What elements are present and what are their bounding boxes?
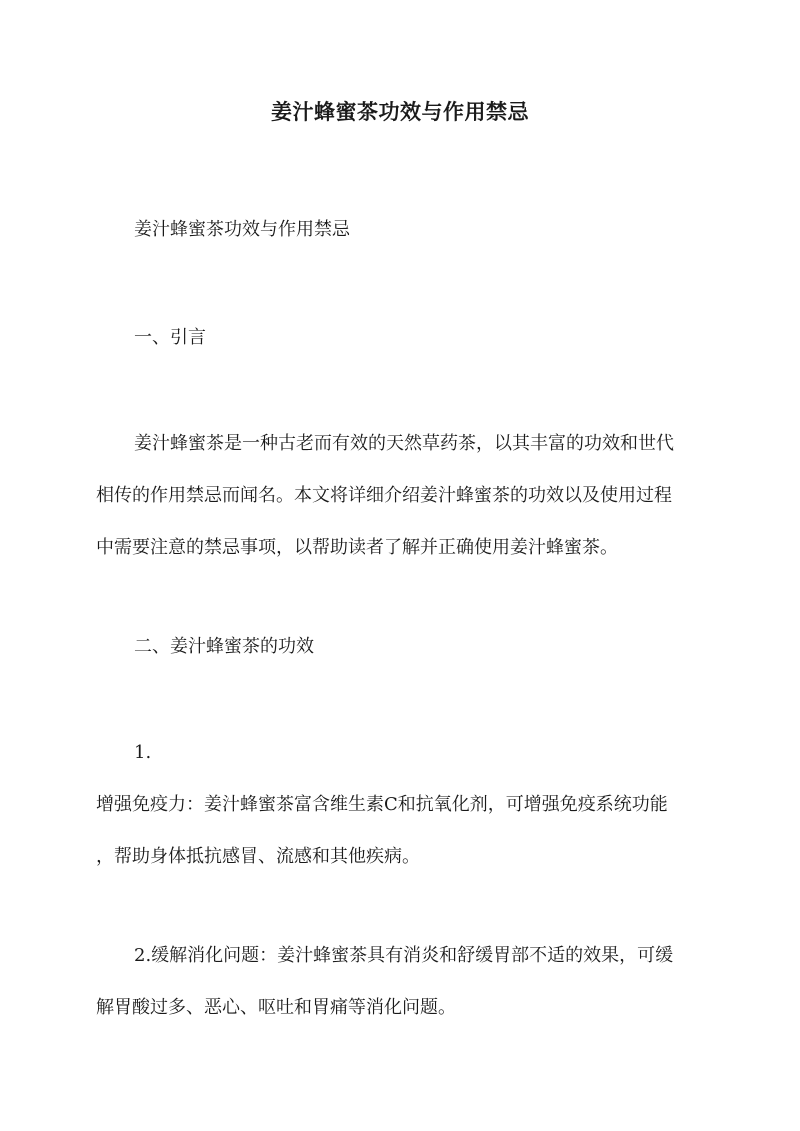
section-heading-benefits: 二、姜汁蜂蜜茶的功效 [134,636,314,657]
section-heading-introduction: 一、引言 [134,327,206,348]
list-item-text-line: 解胃酸过多、恶心、呕吐和胃痛等消化问题。 [96,997,456,1018]
intro-paragraph-line: 中需要注意的禁忌事项，以帮助读者了解并正确使用姜汁蜂蜜茶。 [96,537,618,558]
list-item-number: 1. [134,742,152,763]
intro-paragraph-line: 相传的作用禁忌而闻名。本文将详细介绍姜汁蜂蜜茶的功效以及使用过程 [96,485,672,506]
document-subtitle: 姜汁蜂蜜茶功效与作用禁忌 [134,219,350,240]
list-item-text-line: 增强免疫力：姜汁蜂蜜茶富含维生素C和抗氧化剂，可增强免疫系统功能 [96,794,668,815]
list-item-text-line: 2.缓解消化问题：姜汁蜂蜜茶具有消炎和舒缓胃部不适的效果，可缓 [134,945,674,966]
document-title: 姜汁蜂蜜茶功效与作用禁忌 [271,99,529,124]
list-item-text-line: ，帮助身体抵抗感冒、流感和其他疾病。 [96,846,420,867]
intro-paragraph-line: 姜汁蜂蜜茶是一种古老而有效的天然草药茶，以其丰富的功效和世代 [134,433,674,454]
